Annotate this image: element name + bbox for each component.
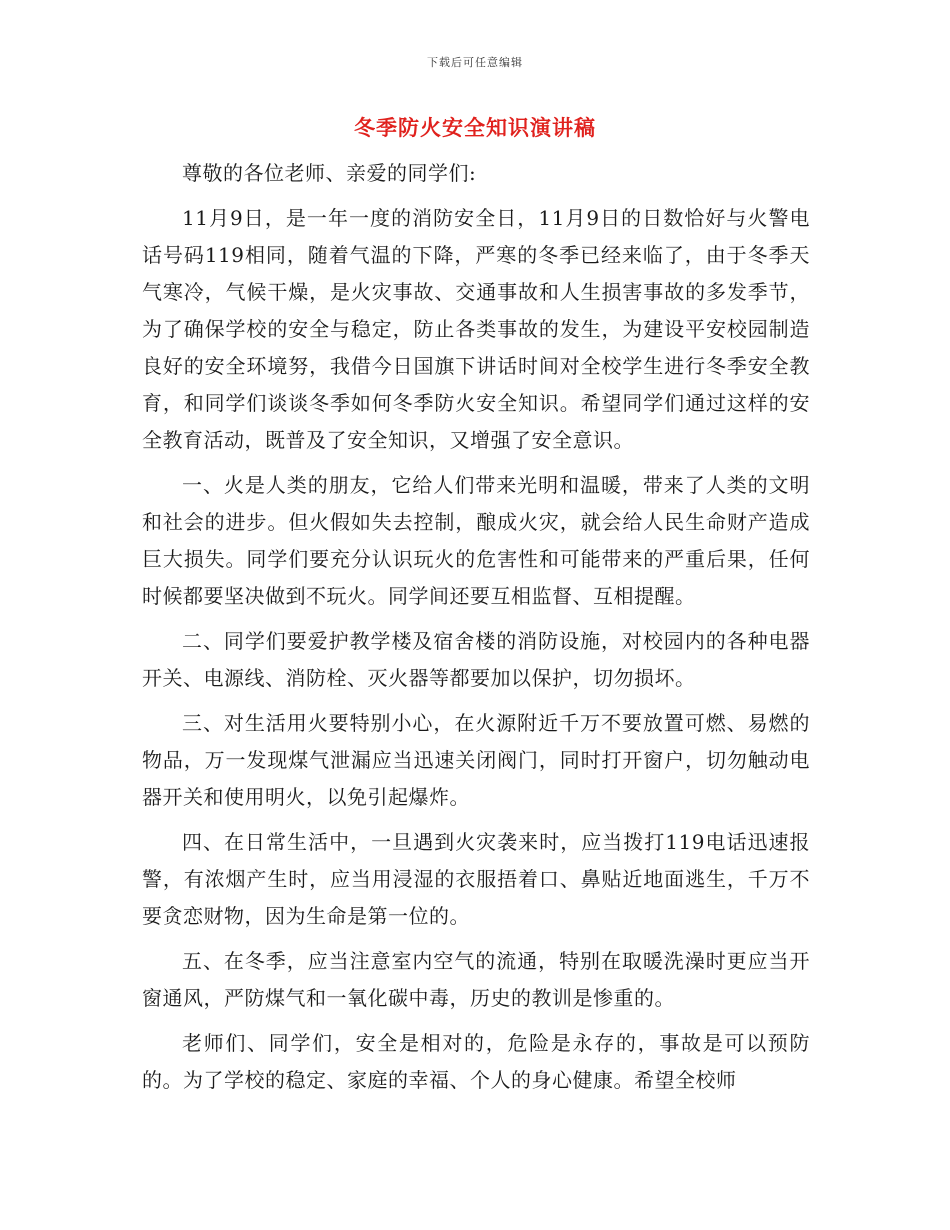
point-one-paragraph: 一、火是人类的朋友，它给人们带来光明和温暖，带来了人类的文明和社会的进步。但火假如失去控制，酿成火灾，就会给人民生命财产造成巨大损失。同学们要充分认识玩火的危害性和可能带来的严重后果，任何时候都要坚决做到不玩火。同学间还要互相监督、互相提醒。	[142, 473, 810, 608]
point-four-paragraph: 四、在日常生活中，一旦遇到火灾袭来时，应当拨打119电话迅速报警，有浓烟产生时，应当用浸湿的衣服捂着口、鼻贴近地面逃生，千万不要贪恋财物，因为生命是第一位的。	[142, 830, 810, 928]
point-two-paragraph: 二、同学们要爱护教学楼及宿舍楼的消防设施，对校园内的各种电器开关、电源线、消防栓、灭火器等都要加以保护，切勿损坏。	[142, 629, 810, 690]
header-note: 下载后可任意编辑	[427, 56, 523, 69]
closing-paragraph: 老师们、同学们，安全是相对的，危险是永存的，事故是可以预防的。为了学校的稳定、家庭的幸福、个人的身心健康。希望全校师	[142, 1031, 810, 1092]
point-three-paragraph: 三、对生活用火要特别小心，在火源附近千万不要放置可燃、易燃的物品，万一发现煤气泄漏应当迅速关闭阀门，同时打开窗户，切勿触动电器开关和使用明火，以免引起爆炸。	[142, 711, 810, 809]
point-five-paragraph: 五、在冬季，应当注意室内空气的流通，特别在取暖洗澡时更应当开窗通风，严防煤气和一氧化碳中毒，历史的教训是惨重的。	[142, 949, 810, 1010]
document-body	[142, 155, 810, 1107]
salutation-paragraph: 尊敬的各位老师、亲爱的同学们:	[182, 161, 477, 185]
document-title: 冬季防火安全知识演讲稿	[354, 115, 596, 140]
intro-paragraph: 11月9日，是一年一度的消防安全日，11月9日的日数恰好与火警电话号码119相同，随着气温的下降，严寒的冬季已经来临了，由于冬季天气寒冷，气候干燥，是火灾事故、交通事故和人生损害事故的多发季节，为了确保学校的安全与稳定，防止各类事故的发生，为建设平安校园制造良好的安全环境努，我借今日国旗下讲话时间对全校学生进行冬季安全教育，和同学们谈谈冬季如何冬季防火安全知识。希望同学们通过这样的安全教育活动，既普及了安全知识，又增强了安全意识。	[142, 206, 810, 452]
